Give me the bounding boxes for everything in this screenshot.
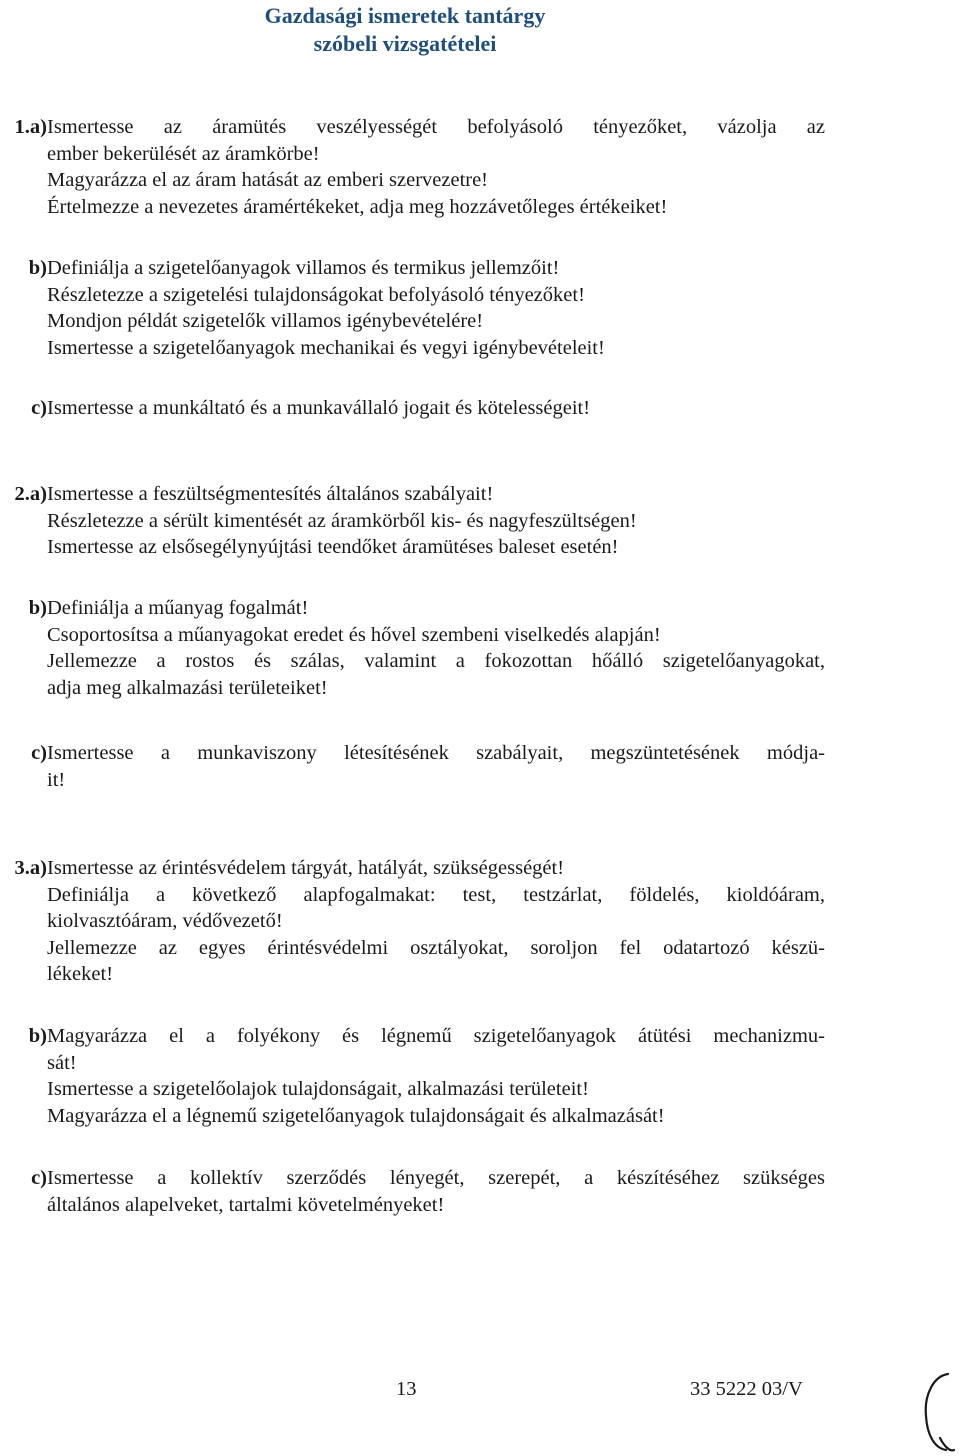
question-label: b) [28, 257, 47, 279]
question-line: Ismertesse a kollektív szerződés lényegét, szerepét, a készítéséhez szükséges [47, 1167, 825, 1189]
question-line: Definiálja a szigetelőanyagok villamos és termikus jellemzőit! [47, 257, 560, 279]
question-line: Ismertesse az érintésvédelem tárgyát, hatályát, szükségességét! [47, 857, 565, 879]
question-body [47, 255, 825, 361]
question-body [47, 114, 825, 220]
question-label: 3.a) [14, 857, 47, 879]
question-body [47, 481, 825, 561]
question-line: Magyarázza el az áram hatását az emberi szervezetre! [47, 169, 489, 191]
question-label: b) [28, 1025, 47, 1047]
document-code: 33 5222 03/V [690, 1378, 803, 1400]
question-line: Ismertesse a munkáltató és a munkavállaló jogait és kötelességeit! [47, 397, 591, 419]
question-line: Magyarázza el a folyékony és légnemű szigetelőanyagok átütési mechanizmu- [47, 1025, 825, 1047]
question-body [47, 595, 825, 701]
question-line: Ismertesse a munkaviszony létesítésének szabályait, megszüntetésének módja- [47, 742, 825, 764]
question-line: Részletezze a szigetelési tulajdonságokat befolyásoló tényezőket! [47, 283, 585, 306]
question-body [47, 1165, 825, 1218]
question-line: Csoportosítsa a műanyagokat eredet és hővel szembeni viselkedés alapján! [47, 623, 661, 646]
question-line: Ismertesse a szigetelőanyagok mechanikai és vegyi igénybevételeit! [47, 336, 605, 359]
question-label: 2.a) [14, 483, 47, 505]
question-line: Mondjon példát szigetelők villamos igénybevételére! [47, 310, 484, 332]
question-line: lékeket! [47, 963, 114, 985]
question-line: Jellemezze az egyes érintésvédelmi osztályokat, soroljon fel odatartozó készü- [47, 936, 825, 959]
question-line: it! [47, 768, 66, 791]
question-line: Ismertesse a szigetelőolajok tulajdonságait, alkalmazási területeit! [47, 1078, 589, 1100]
question-body [47, 395, 825, 422]
question-line: kiolvasztóáram, védővezető! [47, 910, 283, 932]
question-line: Ismertesse az elsősegélynyújtási teendőket áramütéses baleset esetén! [47, 536, 619, 558]
question-label: c) [31, 1167, 47, 1189]
question-line: Ismertesse az áramütés veszélyességét befolyásoló tényezőket, vázolja az [47, 116, 825, 138]
question-line: Ismertesse a feszültségmentesítés általános szabályait! [47, 483, 494, 505]
question-label: c) [31, 742, 47, 764]
question-line: Jellemezze a rostos és szálas, valamint a fokozottan hőálló szigetelőanyagokat, [47, 650, 825, 672]
question-line: Definiálja a műanyag fogalmát! [47, 597, 309, 619]
question-label: 1.a) [14, 116, 47, 138]
question-line: Részletezze a sérült kimentését az áramkörből kis- és nagyfeszültségen! [47, 509, 637, 532]
question-body [47, 1023, 825, 1129]
question-body [47, 855, 825, 988]
question-line: ember bekerülését az áramkörbe! [47, 142, 320, 165]
question-line: Értelmezze a nevezetes áramértékeket, adja meg hozzávetőleges értékeiket! [47, 195, 668, 218]
question-line: sát! [47, 1051, 77, 1074]
document-header [245, 2, 565, 58]
question-line: Magyarázza el a légnemű szigetelőanyagok tulajdonságait és alkalmazását! [47, 1104, 665, 1127]
question-line: Definiálja a következő alapfogalmakat: test, testzárlat, földelés, kioldóáram, [47, 883, 825, 906]
question-label: c) [31, 397, 47, 419]
question-body [47, 740, 825, 793]
question-line: általános alapelveket, tartalmi követelményeket! [47, 1193, 445, 1216]
question-label: b) [28, 597, 47, 619]
signature-mark [918, 1368, 958, 1456]
header-title: Gazdasági ismeretek tantárgy [264, 3, 546, 28]
question-line: adja meg alkalmazási területeiket! [47, 676, 328, 699]
page-number: 13 [396, 1378, 417, 1400]
header-subtitle: szóbeli vizsgatételei [313, 31, 497, 56]
